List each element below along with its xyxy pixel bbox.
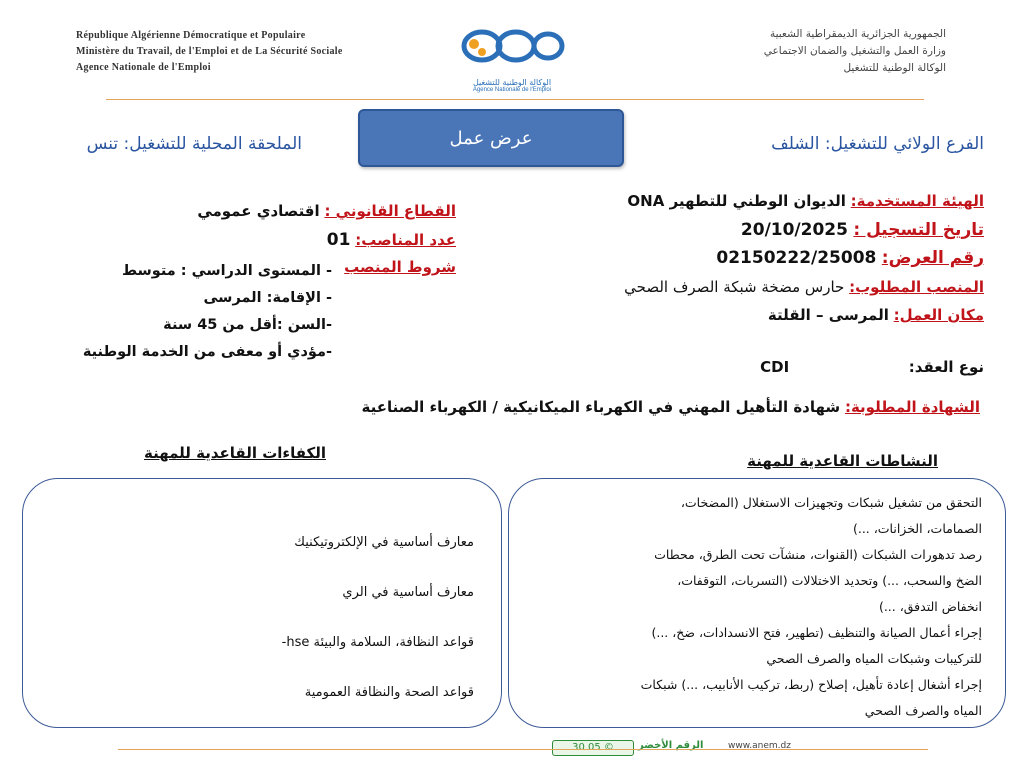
certificate-value: شهادة التأهيل المهني في الكهرباء الميكانيكية / الكهرباء الصناعية bbox=[361, 398, 841, 416]
green-number-badge: 30 05 © bbox=[552, 740, 634, 756]
offer-no-value: 02150222/25008 bbox=[716, 248, 877, 268]
conditions-heading bbox=[338, 258, 456, 276]
contract-value: CDI bbox=[760, 358, 790, 376]
activity-line: إجراء أشغال إعادة تأهيل، إصلاح (ربط، تركيب الأنابيب، ...) شبكات bbox=[640, 677, 982, 692]
workplace-value: المرسى – القلتة bbox=[767, 306, 889, 324]
activities-heading: النشاطات القاعدية للمهنة bbox=[747, 452, 938, 470]
logo-caption-ar: الوكالة الوطنية للتشغيل bbox=[472, 78, 552, 87]
field-certificate bbox=[280, 398, 980, 416]
logo-caption-fr: Agence Nationale de l'Emploi bbox=[472, 87, 552, 93]
positions-count-label: عدد المناصب: bbox=[355, 231, 456, 249]
skills-heading: الكفاءات القاعدية للمهنة bbox=[143, 444, 326, 462]
field-sector bbox=[150, 202, 456, 220]
condition-item: - المستوى الدراسي : متوسط bbox=[121, 263, 332, 279]
contract-label: نوع العقد: bbox=[908, 358, 984, 376]
green-number-label: الرقم الأخضر bbox=[638, 740, 704, 751]
fr-line: République Algérienne Démocratique et Populaire bbox=[76, 30, 306, 41]
header-arabic bbox=[586, 26, 946, 77]
sector-label: القطاع القانوني : bbox=[324, 202, 456, 220]
activity-line: التحقق من تشغيل شبكات وتجهيزات الاستغلال (المضخات، bbox=[680, 495, 982, 510]
fr-line: Ministère du Travail, de l'Emploi et de La Sécurité Sociale bbox=[76, 46, 343, 57]
activity-line: الضخ والسحب، ...) وتحديد الاختلالات (التسربات، التوقفات، bbox=[677, 573, 982, 588]
footer-divider bbox=[118, 749, 928, 750]
activities-list bbox=[520, 490, 982, 724]
website-link[interactable]: www.anem.dz bbox=[728, 741, 791, 751]
offer-no-label: رقم العرض: bbox=[881, 248, 984, 268]
field-contract bbox=[704, 358, 984, 376]
condition-item: -مؤدي أو معفى من الخدمة الوطنية bbox=[82, 344, 332, 360]
activity-line: انخفاض التدفق، ...) bbox=[878, 599, 982, 614]
conditions-label: شروط المنصب bbox=[344, 258, 456, 276]
position-value: حارس مضخة شبكة الصرف الصحي bbox=[624, 278, 845, 296]
field-employer bbox=[604, 192, 984, 210]
offer-title: عرض عمل bbox=[449, 127, 533, 149]
ar-line: الجمهورية الجزائرية الديمقراطية الشعبية bbox=[769, 28, 946, 40]
skills-list bbox=[140, 518, 474, 718]
field-reg-date bbox=[604, 220, 984, 240]
skill-item: معارف أساسية في الإلكتروتيكنيك bbox=[294, 535, 474, 550]
employer-label: الهيئة المستخدمة: bbox=[850, 192, 984, 210]
condition-item: - الإقامة: المرسى bbox=[203, 290, 332, 306]
skill-item: قواعد النظافة، السلامة والبيئة hse- bbox=[281, 635, 474, 650]
fr-line: Agence Nationale de l'Emploi bbox=[76, 62, 211, 73]
field-workplace bbox=[604, 306, 984, 324]
ar-line: الوكالة الوطنية للتشغيل bbox=[843, 62, 946, 74]
anem-logo bbox=[452, 22, 572, 92]
header-divider bbox=[106, 99, 924, 100]
branch-right: الفرع الولائي للتشغيل: الشلف bbox=[771, 134, 984, 154]
employer-value: الديوان الوطني للتطهير ONA bbox=[627, 192, 846, 210]
activity-line: المياه والصرف الصحي bbox=[864, 703, 982, 718]
certificate-label: الشهادة المطلوبة: bbox=[844, 398, 980, 416]
field-position bbox=[554, 278, 984, 296]
anem-logo-icon bbox=[452, 22, 572, 74]
condition-item: -السن :أقل من 45 سنة bbox=[163, 317, 332, 333]
field-positions-count bbox=[250, 230, 456, 250]
activity-line: رصد تدهورات الشبكات (القنوات، منشآت تحت الطرق، محطات bbox=[654, 547, 982, 562]
position-label: المنصب المطلوب: bbox=[849, 278, 984, 296]
reg-date-label: تاريخ التسجيل : bbox=[853, 220, 984, 240]
conditions-list bbox=[60, 258, 332, 366]
sector-value: اقتصادي عمومي bbox=[197, 202, 320, 220]
activity-line: الصمامات، الخزانات، ...) bbox=[852, 521, 982, 536]
field-offer-no bbox=[604, 248, 984, 268]
branch-left: الملحقة المحلية للتشغيل: تنس bbox=[86, 134, 302, 154]
activity-line: للتركيبات وشبكات المياه والصرف الصحي bbox=[766, 651, 982, 666]
skill-item: معارف أساسية في الري bbox=[342, 585, 474, 600]
offer-title-box bbox=[358, 109, 624, 167]
skill-item: قواعد الصحة والنظافة العمومية bbox=[304, 685, 474, 700]
positions-count-value: 01 bbox=[326, 230, 351, 250]
workplace-label: مكان العمل: bbox=[893, 306, 984, 324]
ar-line: وزارة العمل والتشغيل والضمان الاجتماعي bbox=[763, 45, 946, 57]
activity-line: إجراء أعمال الصيانة والتنظيف (تطهير، فتح الانسدادات، ضخ، ...) bbox=[651, 625, 982, 640]
header-french bbox=[76, 28, 343, 76]
reg-date-value: 20/10/2025 bbox=[740, 220, 848, 240]
